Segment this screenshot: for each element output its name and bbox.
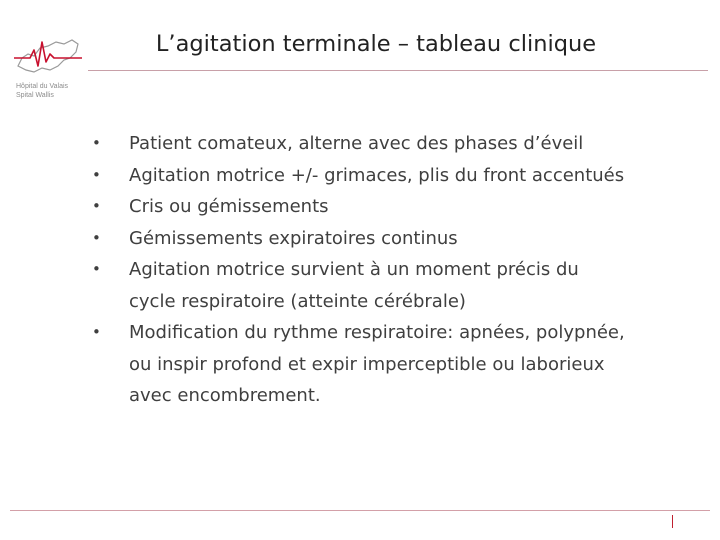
bullet-item xyxy=(92,128,629,160)
valais-map-icon xyxy=(12,36,84,76)
bullet-text: Agitation motrice +/- grimaces, plis du front accentués xyxy=(129,164,625,186)
bullet-item xyxy=(92,317,629,412)
logo-line-2: Spital Wallis xyxy=(16,92,54,99)
bullet-text: Agitation motrice survient à un moment précis du cycle respiratoire (atteinte cérébrale) xyxy=(129,259,579,312)
bullet-list xyxy=(92,128,629,412)
logo-line-1: Hôpital du Valais xyxy=(16,83,69,90)
bullet-icon: • xyxy=(92,323,101,341)
title-divider xyxy=(88,70,708,71)
footer-divider xyxy=(10,510,710,511)
bullet-item xyxy=(92,254,629,317)
slide-title: L’agitation terminale – tableau clinique xyxy=(155,31,597,57)
bullet-item xyxy=(92,223,629,255)
bullet-icon: • xyxy=(92,228,101,247)
bullet-item xyxy=(92,191,629,223)
footer-accent-mark xyxy=(672,515,673,528)
bullet-text: Patient comateux, alterne avec des phases d’éveil xyxy=(129,133,584,154)
bullet-text: Cris ou gémissements xyxy=(129,196,329,217)
logo-text xyxy=(16,82,68,100)
bullet-text: Modification du rythme respiratoire: apnées, polypnée, ou inspir profond et expir imperceptible ou laborieux avec encombrement. xyxy=(129,322,625,406)
hospital-logo xyxy=(8,36,88,104)
bullet-icon: • xyxy=(92,134,101,152)
bullet-icon: • xyxy=(92,260,101,278)
bullet-icon: • xyxy=(92,165,101,184)
bullet-text: Gémissements expiratoires continus xyxy=(129,227,458,249)
bullet-icon: • xyxy=(92,197,101,215)
bullet-item xyxy=(92,160,629,192)
